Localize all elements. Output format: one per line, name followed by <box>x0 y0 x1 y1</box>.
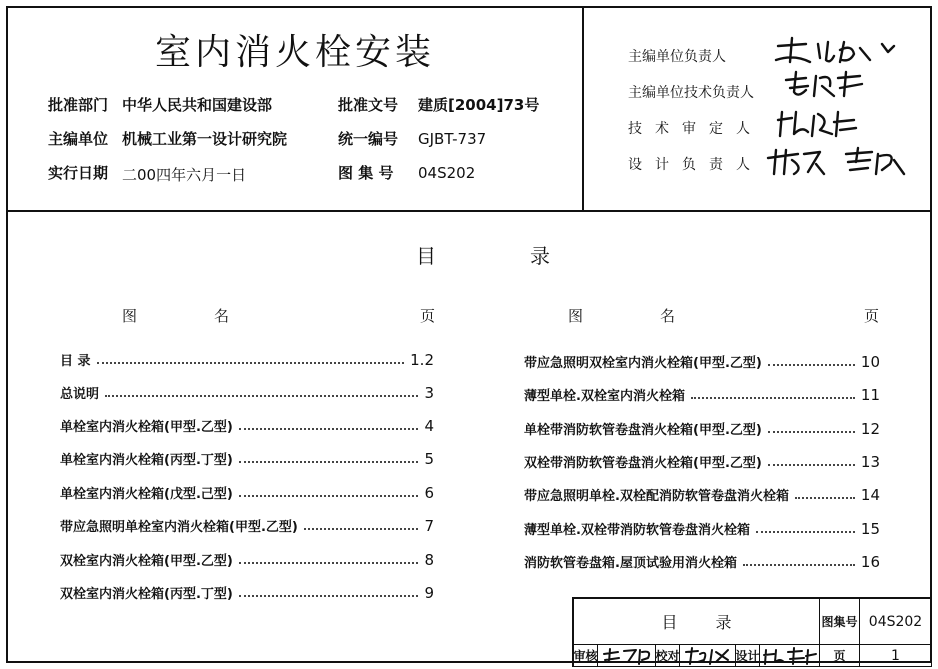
drawing-frame <box>6 6 932 663</box>
toc-entry-page: 6 <box>424 484 434 502</box>
toc-entry[interactable] <box>60 347 434 369</box>
toc-entry-label: 薄型单栓.双栓带消防软管卷盘消火栓箱 <box>524 523 750 538</box>
responsibles-panel <box>584 8 930 210</box>
chief-unit-label: 主编单位 <box>48 130 109 148</box>
responsible-label-reviewer: 技术审定人 <box>628 121 763 137</box>
signature-tech <box>780 68 870 104</box>
col-head-drawing-left-b: 名 <box>214 307 230 325</box>
toc-entry-page: 8 <box>424 551 434 569</box>
check-label: 校对 <box>656 645 680 667</box>
toc-entry[interactable] <box>60 580 434 602</box>
toc-entry[interactable] <box>524 349 880 371</box>
toc-entry-label: 带应急照明单栓室内消火栓箱(甲型.乙型) <box>60 520 298 535</box>
toc-entry-page: 14 <box>860 486 880 504</box>
toc-entry-label: 双栓室内消火栓箱(丙型.丁型) <box>60 587 233 602</box>
toc-entry-label: 单栓室内消火栓箱(戊型.己型) <box>60 487 233 502</box>
approval-dept-label: 批准部门 <box>48 96 109 114</box>
toc-entry[interactable] <box>60 513 434 535</box>
toc-entry[interactable] <box>524 549 880 571</box>
toc-entry[interactable] <box>60 413 434 435</box>
toc-entry[interactable] <box>60 446 434 468</box>
toc-entry[interactable] <box>524 482 880 504</box>
toc-entry-label: 带应急照明单栓.双栓配消防软管卷盘消火栓箱 <box>524 489 789 504</box>
responsible-label-chief-unit: 主编单位负责人 <box>628 49 726 65</box>
toc-entry-page: 16 <box>860 553 880 571</box>
toc-entry-label: 目 录 <box>60 354 91 369</box>
signature-chief-unit <box>770 34 900 70</box>
toc-entry[interactable] <box>524 449 880 471</box>
check-signature-cell <box>680 645 736 667</box>
toc-entry-label: 双栓带消防软管卷盘消火栓箱(甲型.乙型) <box>524 456 762 471</box>
signature-reviewer <box>774 106 864 142</box>
leader-dots <box>239 595 419 597</box>
toc-entry-label: 薄型单栓.双栓室内消火栓箱 <box>524 389 685 404</box>
design-label: 设计 <box>736 645 760 667</box>
toc-entry-label: 单栓室内消火栓箱(丙型.丁型) <box>60 453 233 468</box>
design-signature <box>762 646 818 666</box>
toc-entry[interactable] <box>60 547 434 569</box>
toc-entry[interactable] <box>524 416 880 438</box>
toc-entry-label: 总说明 <box>60 387 100 402</box>
toc-entry-label: 单栓带消防软管卷盘消火栓箱(甲型.乙型) <box>524 423 762 438</box>
chief-unit-value: 机械工业第一设计研究院 <box>122 130 288 148</box>
leader-dots <box>97 362 405 364</box>
unified-no-label: 统一编号 <box>338 130 399 148</box>
review-signature-cell <box>598 645 656 667</box>
responsible-label-designer: 设计负责人 <box>628 157 763 173</box>
leader-dots <box>105 395 418 397</box>
toc-entry-page: 9 <box>424 584 434 602</box>
effective-date-label: 实行日期 <box>48 164 109 182</box>
leader-dots <box>239 495 419 497</box>
toc-entry-label: 带应急照明双栓室内消火栓箱(甲型.乙型) <box>524 356 762 371</box>
leader-dots <box>304 528 419 530</box>
responsible-label-tech: 主编单位技术负责人 <box>628 85 754 101</box>
toc-entry-page: 7 <box>424 517 434 535</box>
leader-dots <box>795 497 855 499</box>
title-block <box>572 597 932 667</box>
leader-dots <box>768 431 855 433</box>
col-head-page-right: 页 <box>864 307 880 325</box>
toc-title-right: 录 <box>530 244 550 268</box>
page-value-cell: 1 <box>860 645 932 667</box>
review-label: 审核 <box>574 645 598 667</box>
atlas-no-label: 图 集 号 <box>338 164 394 182</box>
leader-dots <box>239 562 419 564</box>
leader-dots <box>743 564 855 566</box>
approval-doc-label: 批准文号 <box>338 96 399 114</box>
atlas-label-cell: 图集号 <box>820 599 860 645</box>
atlas-value-cell: 04S202 <box>860 599 932 645</box>
effective-date-value: 二00四年六月一日 <box>122 166 247 184</box>
toc-title-left: 目 <box>416 244 436 268</box>
leader-dots <box>768 364 855 366</box>
col-head-page-left: 页 <box>420 307 436 325</box>
approval-dept-value: 中华人民共和国建设部 <box>122 96 273 114</box>
title-block-name-a: 目 <box>661 613 678 632</box>
col-head-drawing-left-a: 图 <box>122 307 138 325</box>
unified-no-value: GJBT-737 <box>418 130 487 148</box>
design-signature-cell <box>760 645 820 667</box>
toc-entry-page: 1.2 <box>410 351 434 369</box>
leader-dots <box>691 397 855 399</box>
toc-entry[interactable] <box>524 382 880 404</box>
title-block-name-b: 录 <box>715 613 732 632</box>
check-signature <box>682 646 734 666</box>
toc-entry-label: 消防软管卷盘箱.屋顶试验用消火栓箱 <box>524 556 737 571</box>
signature-designer <box>764 144 914 180</box>
toc-entry-page: 10 <box>860 353 880 371</box>
header-info-panel <box>8 8 584 210</box>
toc-entry[interactable] <box>60 380 434 402</box>
toc-entry-page: 3 <box>424 384 434 402</box>
col-head-drawing-right-a: 图 <box>568 307 584 325</box>
toc-entry-page: 11 <box>860 386 880 404</box>
toc-entry-page: 4 <box>424 417 434 435</box>
leader-dots <box>239 461 419 463</box>
toc-entry-page: 5 <box>424 450 434 468</box>
review-signature <box>600 646 654 666</box>
header <box>8 8 930 212</box>
col-head-drawing-right-b: 名 <box>660 307 676 325</box>
leader-dots <box>756 531 855 533</box>
toc-entry-label: 单栓室内消火栓箱(甲型.乙型) <box>60 420 233 435</box>
leader-dots <box>239 428 419 430</box>
toc-entry-page: 13 <box>860 453 880 471</box>
title-block-name-cell <box>574 599 820 645</box>
page-label-cell: 页 <box>820 645 860 667</box>
atlas-no-value: 04S202 <box>418 164 476 182</box>
toc-entry-page: 15 <box>860 520 880 538</box>
atlas-title: 室内消火栓安装 <box>154 32 435 73</box>
toc-entry-label: 双栓室内消火栓箱(甲型.乙型) <box>60 554 233 569</box>
leader-dots <box>768 464 855 466</box>
toc-entry-page: 12 <box>860 420 880 438</box>
approval-doc-value: 建质[2004]73号 <box>418 96 540 114</box>
toc-entry[interactable] <box>60 480 434 502</box>
toc-entry[interactable] <box>524 516 880 538</box>
